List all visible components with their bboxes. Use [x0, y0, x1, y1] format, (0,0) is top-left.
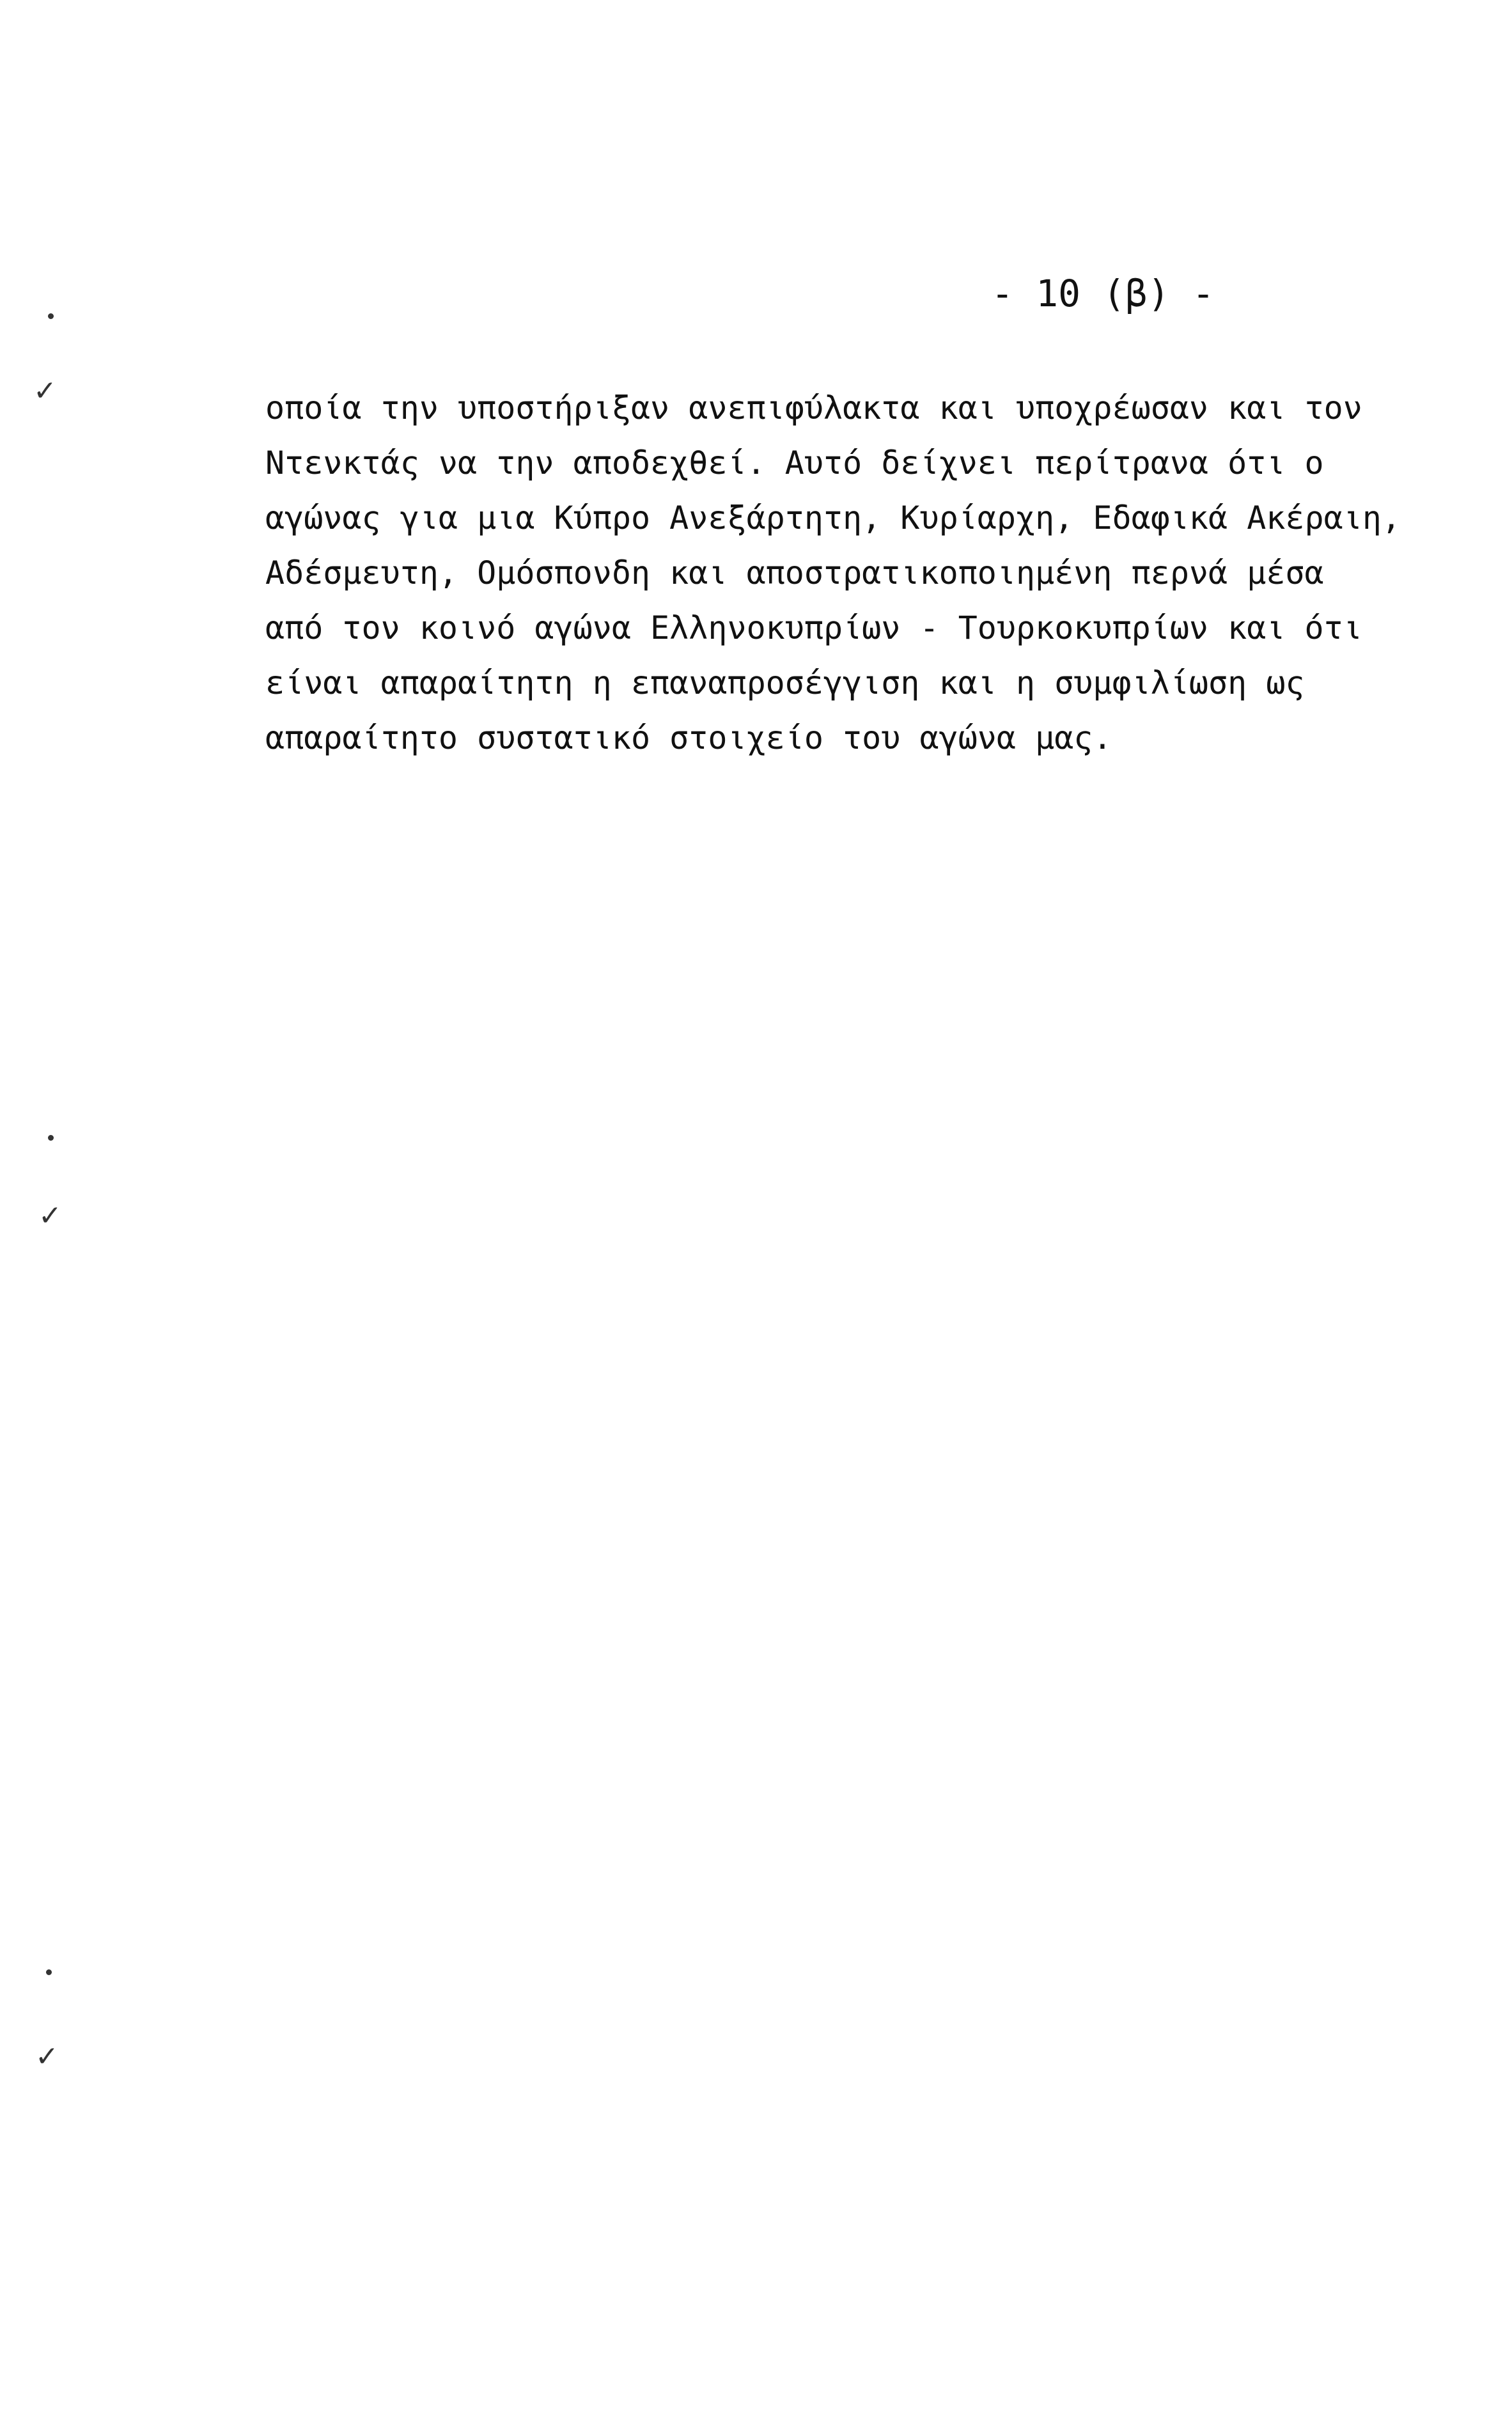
text-line: οποία την υποστήριξαν ανεπιφύλακτα και υποχρέωσαν και τον — [265, 389, 1362, 426]
margin-tick-mark: ✓ — [35, 2040, 59, 2073]
margin-tick-mark: ✓ — [38, 1200, 62, 1232]
text-line: απαραίτητο συστατικό στοιχείο του αγώνα μας. — [265, 719, 1112, 756]
scan-speck — [46, 1969, 52, 1975]
text-line: Ντενκτάς να την αποδεχθεί. Αυτό δείχνει περίτρανα ότι ο — [265, 444, 1324, 481]
text-line: είναι απαραίτητη η επαναπροσέγγιση και η συμφιλίωση ως — [265, 664, 1305, 701]
scan-speck — [48, 313, 54, 319]
margin-tick-mark: ✓ — [33, 375, 57, 407]
text-line: αγώνας για μια Κύπρο Ανεξάρτητη, Κυρίαρχη, Εδαφικά Ακέραιη, — [265, 499, 1401, 536]
text-line: Αδέσμευτη, Ομόσπονδη και αποστρατικοποιημένη περνά μέσα — [265, 554, 1324, 591]
scan-speck — [48, 1135, 54, 1141]
body-paragraph — [265, 380, 1401, 765]
page-number: - 10 (β) - — [991, 272, 1215, 315]
text-line: από τον κοινό αγώνα Ελληνοκυπρίων - Τουρκοκυπρίων και ότι — [265, 609, 1362, 646]
